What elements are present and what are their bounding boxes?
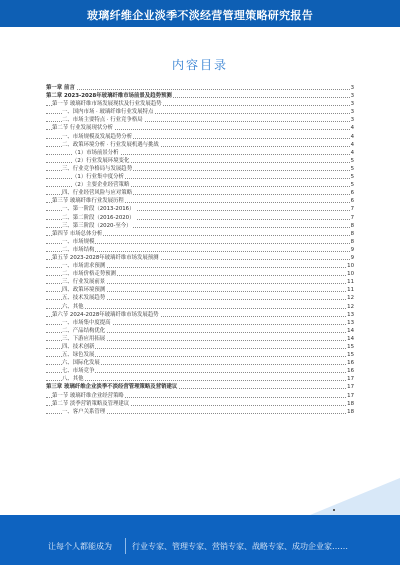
toc-entry-label: 第一节 玻璃纤维市场发展现状及行业发展趋势 — [52, 101, 162, 108]
toc-entry-label: 八、其他 — [62, 376, 84, 383]
toc-entry-label: 三、第三阶段（2020-至今） — [62, 222, 132, 229]
toc-entry[interactable] — [46, 319, 354, 327]
toc-entry-page: 9 — [350, 246, 354, 253]
toc-entry-page: 11 — [347, 279, 354, 286]
toc-entry-page: 15 — [347, 344, 354, 350]
toc-entry[interactable] — [46, 343, 354, 351]
toc-entry[interactable] — [46, 173, 354, 181]
toc-entry-label: 四、技术创新 — [62, 344, 95, 350]
toc-entry-label: 二、政策环境分析 · 行业发展机遇与挑战 — [62, 141, 159, 148]
toc-entry[interactable] — [46, 100, 354, 108]
toc-entry-page: 10 — [347, 271, 354, 278]
toc-entry-label: 三、行业发展前景 — [62, 279, 106, 286]
footer-slogan-left: 让每个人都能成为 — [48, 542, 112, 551]
toc-entry[interactable] — [46, 335, 354, 343]
toc-entry-page: 7 — [350, 214, 354, 221]
toc-entry[interactable] — [46, 124, 354, 132]
toc-entry-page: 4 — [350, 141, 354, 148]
toc-entry-label: 五、绿色发展 — [62, 352, 95, 359]
toc-entry[interactable] — [46, 408, 354, 416]
toc-entry-page: 3 — [350, 101, 354, 108]
toc-entry-page: 8 — [350, 222, 354, 229]
toc-entry-label: 一、第一阶段（2013-2016） — [62, 206, 135, 213]
toc-entry-page: 17 — [347, 376, 354, 383]
toc-entry-label: （1）市场前景分析 — [72, 149, 119, 156]
toc-entry-label: 一、市场规模及发展趋势分析 — [62, 133, 133, 140]
toc-entry-page: 3 — [350, 85, 354, 91]
toc-entry-page: 4 — [350, 149, 354, 156]
toc-entry-label: 二、市场主要特点 · 行业竞争格局 — [62, 117, 143, 124]
toc-entry-page: 4 — [350, 133, 354, 140]
toc-entry[interactable] — [46, 278, 354, 286]
toc-entry-page: 12 — [347, 303, 354, 310]
toc-entry-page: 17 — [347, 384, 354, 391]
toc-entry[interactable] — [46, 149, 354, 157]
toc-entry-label: 第一节 玻璃纤维企业经营策略 — [52, 392, 124, 399]
toc-entry[interactable] — [46, 262, 354, 270]
toc-entry[interactable] — [46, 238, 354, 246]
toc-entry[interactable] — [46, 205, 354, 213]
toc-entry-page: 4 — [350, 125, 354, 132]
toc-entry-label: 六、其他 — [62, 303, 84, 310]
toc-leader-dots — [46, 89, 354, 90]
toc-entry-page: 3 — [350, 117, 354, 124]
toc-entry-page: 3 — [350, 109, 354, 116]
toc-entry-label: 五、技术发展趋势 — [62, 295, 106, 302]
toc-entry[interactable] — [46, 327, 354, 335]
toc-entry-label: 三、行业竞争格局与发展趋势 — [62, 165, 133, 172]
toc-entry-label: 一、市场规模 — [62, 238, 95, 245]
toc-entry-page: 11 — [347, 287, 354, 294]
footer-slogan-right: 行业专家、管理专家、营销专家、战略专家、成功企业家…… — [132, 542, 348, 551]
toc-entry-label: 一、市场集中度提高 — [62, 319, 111, 326]
toc-entry[interactable] — [46, 351, 354, 359]
report-title: 玻璃纤维企业淡季不淡经营管理策略研究报告 — [87, 9, 313, 22]
toc-entry-label: 七、市场竞争 — [62, 368, 95, 375]
toc-entry-label: 第二章 2023-2028年玻璃纤维市场前景及趋势预测 — [46, 93, 172, 100]
toc-entry-label: 三、下游应用拓展 — [62, 335, 106, 342]
toc-entry[interactable] — [46, 133, 354, 141]
toc-entry-label: 第一章 前言 — [46, 85, 75, 91]
toc-entry[interactable] — [46, 270, 354, 278]
toc-entry[interactable] — [46, 254, 354, 262]
toc-entry-page: 12 — [347, 295, 354, 302]
toc-entry-page: 9 — [350, 254, 354, 261]
toc-entry-page: 5 — [350, 174, 354, 181]
table-of-contents — [46, 84, 354, 416]
corner-decoration — [310, 478, 400, 515]
toc-entry-page: 18 — [347, 408, 354, 415]
toc-entry[interactable] — [46, 157, 354, 165]
toc-entry-label: 四、行业经营风险与应对策略 — [62, 190, 133, 197]
toc-leader-dots — [46, 380, 354, 381]
toc-entry[interactable] — [46, 181, 354, 189]
toc-entry[interactable] — [46, 375, 354, 383]
report-header — [0, 0, 400, 27]
toc-entry-page: 17 — [347, 392, 354, 399]
toc-entry-label: 四、政策环境预测 — [62, 287, 106, 294]
toc-entry[interactable] — [46, 367, 354, 375]
toc-entry[interactable] — [46, 165, 354, 173]
toc-entry[interactable] — [46, 400, 354, 408]
toc-entry[interactable] — [46, 108, 354, 116]
toc-entry-page: 13 — [347, 319, 354, 326]
toc-entry[interactable] — [46, 311, 354, 319]
toc-entry[interactable] — [46, 286, 354, 294]
toc-entry-label: 第六节 2024-2028年玻璃纤维市场发展趋势 — [52, 311, 159, 318]
toc-entry[interactable] — [46, 189, 354, 197]
toc-entry-label: 二、产品结构优化 — [62, 327, 106, 334]
toc-entry-page: 8 — [350, 238, 354, 245]
toc-entry[interactable] — [46, 116, 354, 124]
toc-entry-page: 7 — [350, 206, 354, 213]
toc-entry-page: 5 — [350, 157, 354, 164]
toc-entry-page: 5 — [350, 165, 354, 172]
toc-entry[interactable] — [46, 92, 354, 100]
toc-entry[interactable] — [46, 303, 354, 311]
toc-entry-label: （2）行业发展环境变化 — [72, 157, 130, 164]
toc-leader-dots — [46, 308, 354, 309]
toc-entry[interactable] — [46, 359, 354, 367]
toc-entry-page: 15 — [347, 352, 354, 359]
toc-entry-page: 16 — [347, 360, 354, 367]
toc-entry[interactable] — [46, 84, 354, 92]
toc-entry[interactable] — [46, 294, 354, 302]
toc-entry[interactable] — [46, 222, 354, 230]
toc-entry-page: 14 — [347, 335, 354, 342]
toc-entry-label: 二、第二阶段（2016-2020） — [62, 214, 135, 221]
footer-bar — [0, 515, 400, 565]
toc-entry-page: 5 — [350, 182, 354, 189]
toc-entry-label: 二、市场价格走势预测 — [62, 271, 116, 278]
toc-entry-label: 二、市场结构 — [62, 246, 95, 253]
toc-entry-label: 第二节 淡季营销策略及管理建议 — [52, 400, 130, 407]
toc-entry-label: 第五节 2023-2028年玻璃纤维市场发展预测 — [52, 254, 159, 261]
toc-entry[interactable] — [46, 141, 354, 149]
toc-heading: 内容目录 — [171, 58, 228, 72]
toc-entry-page: 10 — [347, 263, 354, 270]
toc-entry-label: 一、客户关系管理 — [62, 408, 106, 415]
page-marker — [333, 509, 335, 511]
toc-entry[interactable] — [46, 246, 354, 254]
toc-entry-page: 18 — [347, 400, 354, 407]
toc-entry-page: 6 — [350, 198, 354, 205]
footer-divider — [125, 538, 126, 554]
toc-entry-label: （2）主要企业经营策略 — [72, 182, 130, 189]
toc-entry-page: 3 — [350, 93, 354, 100]
toc-entry-page: 8 — [350, 230, 354, 237]
toc-entry[interactable] — [46, 392, 354, 400]
toc-entry-page: 13 — [347, 311, 354, 318]
toc-entry[interactable] — [46, 197, 354, 205]
toc-entry[interactable] — [46, 230, 354, 238]
toc-entry-page: 6 — [350, 190, 354, 197]
toc-entry-label: 一、市场需求预测 — [62, 263, 106, 270]
toc-entry-label: （1）行业集中度分析 — [72, 174, 124, 181]
toc-entry-label: 第三节 玻璃纤维行业发展历程 — [52, 198, 124, 205]
toc-entry-page: 14 — [347, 327, 354, 334]
toc-entry-label: 一、国内市场 · 玻璃纤维行业发展特点 — [62, 109, 154, 116]
toc-entry[interactable] — [46, 214, 354, 222]
toc-entry-label: 第二节 行业发展现状分析 — [52, 125, 114, 132]
toc-entry[interactable] — [46, 383, 354, 391]
toc-entry-label: 六、国际化发展 — [62, 360, 100, 367]
toc-entry-page: 16 — [347, 368, 354, 375]
toc-entry-label: 第四节 市场总体分析 — [52, 230, 103, 237]
toc-entry-label: 第三章 玻璃纤维企业淡季不淡经营管理策略及营销建议 — [46, 384, 178, 391]
